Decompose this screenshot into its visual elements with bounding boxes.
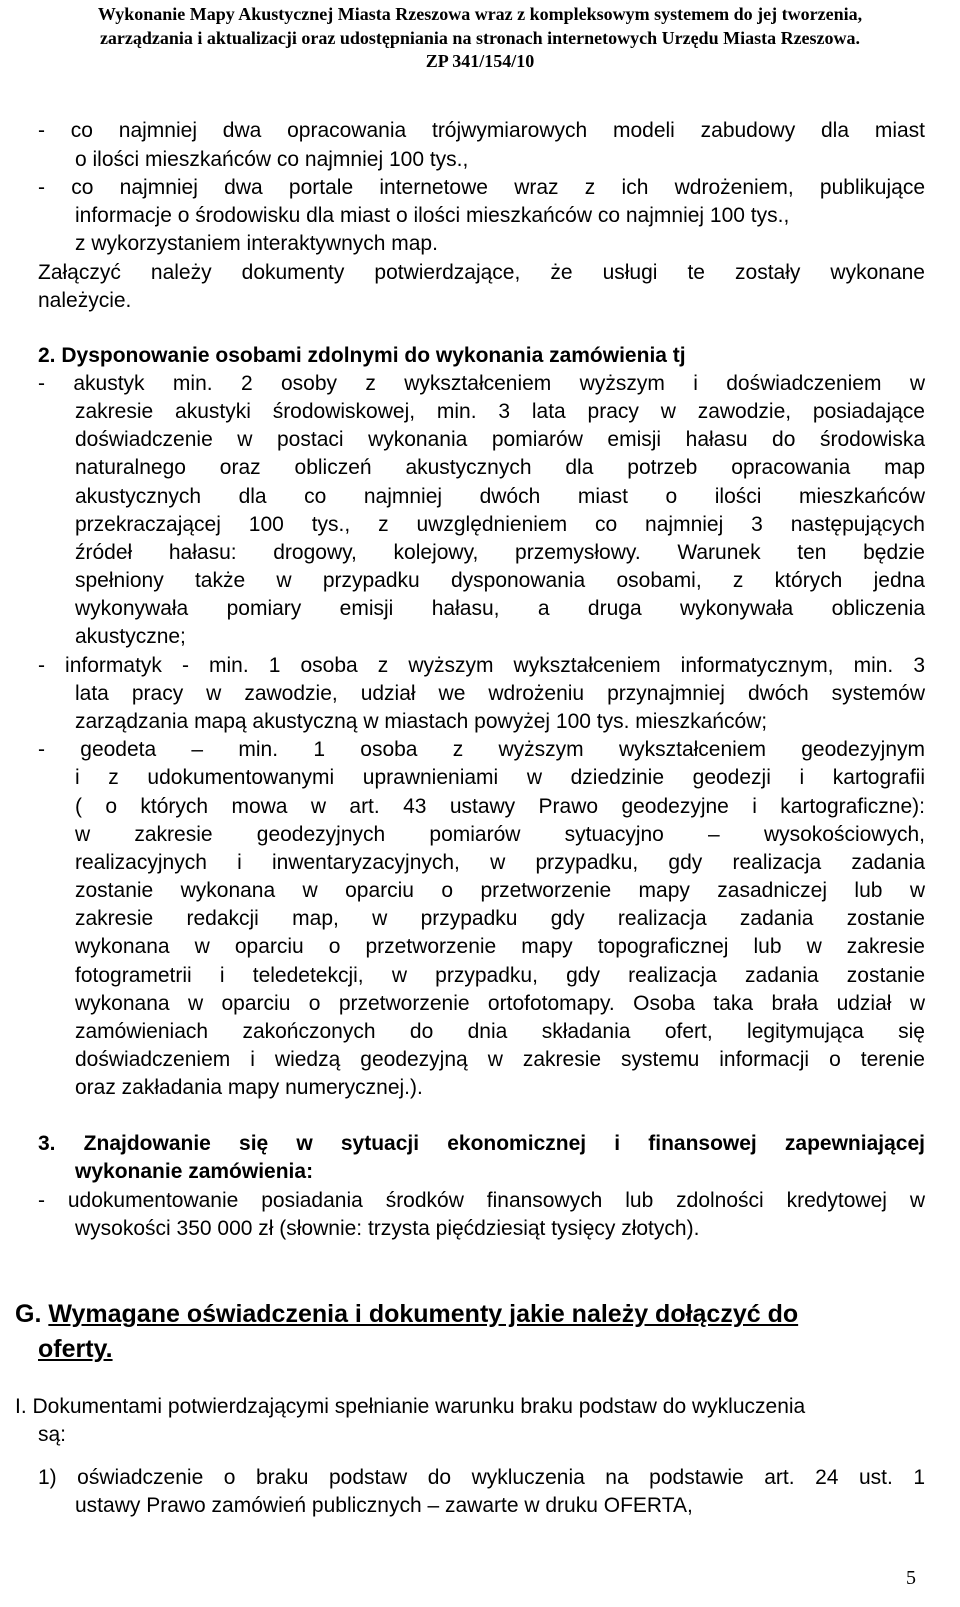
- text-line: akustycznych dla co najmniej dwóch miast o ilości mieszkańców: [75, 485, 925, 508]
- text-line: zamówieniach zakończonych do dnia składania ofert, legitymująca się: [75, 1020, 925, 1043]
- chapter-heading: [15, 1298, 798, 1330]
- text-line: fotogrametrii i teledetekcji, w przypadku, gdy realizacja zadania zostanie: [75, 964, 925, 987]
- text-line: informacje o środowisku dla miast o ilości mieszkańców co najmniej 100 tys.,: [75, 204, 790, 227]
- text-line: w zakresie geodezyjnych pomiarów sytuacyjno – wysokościowych,: [75, 823, 925, 846]
- text-line: zakresie redakcji map, w przypadku gdy realizacja zadania zostanie: [75, 907, 925, 930]
- text-line: - co najmniej dwa opracowania trójwymiarowych modeli zabudowy dla miast: [38, 119, 925, 142]
- text-line: wykonana w oparciu o przetworzenie ortofotomapy. Osoba taka brała udział w: [75, 992, 925, 1015]
- text-line: akustyczne;: [75, 625, 186, 648]
- text-line: 1) oświadczenie o braku podstaw do wykluczenia na podstawie art. 24 ust. 1: [38, 1466, 925, 1489]
- text-line: Załączyć należy dokumenty potwierdzające, że usługi te zostały wykonane: [38, 261, 925, 284]
- text-line: wykonywała pomiary emisji hałasu, a druga wykonywała obliczenia: [75, 597, 925, 620]
- text-line: ( o których mowa w art. 43 ustawy Prawo geodezyjne i kartograficzne):: [75, 795, 925, 818]
- text-line: lata pracy w zawodzie, udział we wdrożeniu przynajmniej dwóch systemów: [75, 682, 925, 705]
- text-line: - akustyk min. 2 osoby z wykształceniem wyższym i doświadczeniem w: [38, 372, 925, 395]
- text-line: źródeł hałasu: drogowy, kolejowy, przemysłowy. Warunek ten będzie: [75, 541, 925, 564]
- section-heading: 3. Znajdowanie się w sytuacji ekonomicznej i finansowej zapewniającej: [38, 1132, 925, 1155]
- text-line: wykonana w oparciu o przetworzenie mapy topograficznej lub w zakresie: [75, 935, 925, 958]
- text-line: spełniony także w przypadku dysponowania osobami, z których jedna: [75, 569, 925, 592]
- text-line: realizacyjnych i inwentaryzacyjnych, w przypadku, gdy realizacja zadania: [75, 851, 925, 874]
- text-line: oraz zakładania mapy numerycznej.).: [75, 1076, 423, 1099]
- text-line: - udokumentowanie posiadania środków finansowych lub zdolności kredytowej w: [38, 1189, 925, 1212]
- text-line: zostanie wykonana w oparciu o przetworzenie mapy zasadniczej lub w: [75, 879, 925, 902]
- chapter-heading-continued: oferty.: [38, 1335, 113, 1363]
- text-line: zarządzania mapą akustyczną w miastach powyżej 100 tys. mieszkańców;: [75, 710, 768, 733]
- header-reference-number: ZP 341/154/10: [425, 51, 535, 71]
- text-line: przekraczającej 100 tys., z uwzględnieniem co najmniej 3 następujących: [75, 513, 925, 536]
- text-line: są:: [38, 1423, 67, 1446]
- section-heading: 2. Dysponowanie osobami zdolnymi do wykonania zamówienia tj: [38, 344, 686, 367]
- text-line: należycie.: [38, 289, 132, 312]
- text-line: o ilości mieszkańców co najmniej 100 tys.,: [75, 148, 469, 171]
- header-title-line-2: zarządzania i aktualizacji oraz udostępniania na stronach internetowych Urzędu Miasta Rzeszowa.: [99, 28, 861, 48]
- text-line: naturalnego oraz obliczeń akustycznych dla potrzeb opracowania map: [75, 456, 925, 479]
- text-line: - co najmniej dwa portale internetowe wraz z ich wdrożeniem, publikujące: [38, 176, 925, 199]
- text-line: I. Dokumentami potwierdzającymi spełnianie warunku braku podstaw do wykluczenia: [15, 1395, 806, 1418]
- section-heading-continued: wykonanie zamówienia:: [75, 1160, 314, 1183]
- header-title-line-1: Wykonanie Mapy Akustycznej Miasta Rzeszowa wraz z kompleksowym systemem do jej tworzenia,: [97, 4, 863, 24]
- page-number: 5: [906, 1567, 916, 1589]
- text-line: ustawy Prawo zamówień publicznych – zawarte w druku OFERTA,: [75, 1494, 693, 1517]
- text-line: i z udokumentowanymi uprawnieniami w dziedzinie geodezji i kartografii: [75, 766, 925, 789]
- chapter-heading-text: G. Wymagane oświadczenia i dokumenty jakie należy dołączyć do: [15, 1300, 799, 1328]
- text-line: zakresie akustyki środowiskowej, min. 3 lata pracy w zawodzie, posiadające: [75, 400, 925, 423]
- text-line: z wykorzystaniem interaktywnych map.: [75, 232, 438, 255]
- text-line: doświadczenie w postaci wykonania pomiarów emisji hałasu do środowiska: [75, 428, 925, 451]
- text-line: - informatyk - min. 1 osoba z wyższym wykształceniem informatycznym, min. 3: [38, 654, 925, 677]
- text-line: - geodeta – min. 1 osoba z wyższym wykształceniem geodezyjnym: [38, 738, 925, 761]
- text-line: doświadczeniem i wiedzą geodezyjną w zakresie systemu informacji o terenie: [75, 1048, 925, 1071]
- text-line: wysokości 350 000 zł (słownie: trzysta pięćdziesiąt tysięcy złotych).: [75, 1217, 700, 1240]
